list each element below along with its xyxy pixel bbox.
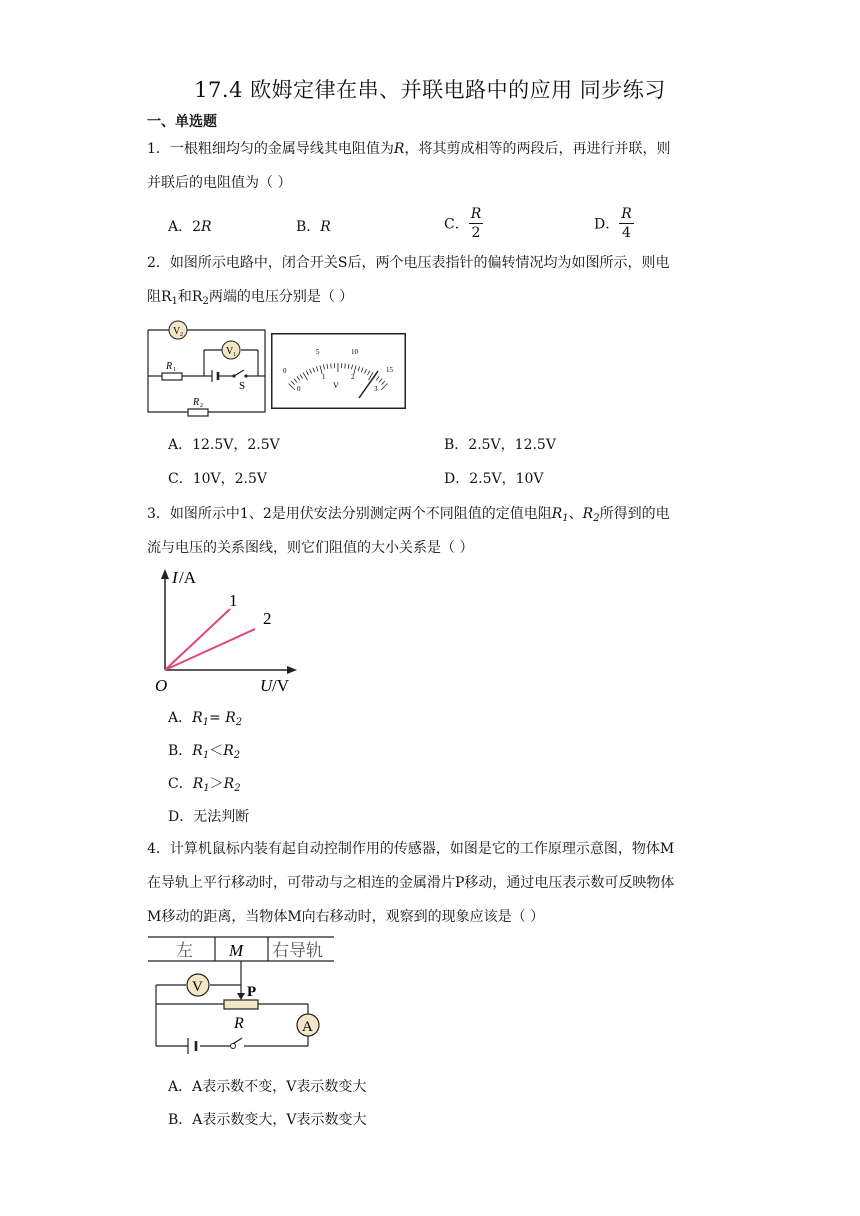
svg-text:0: 0 (297, 385, 301, 393)
dial-tick (331, 363, 332, 368)
question-3-text: 3．如图所示中1、2是用伏安法分别测定两个不同阻值的定值电阻$R_1$、$R_2$所得到的电 流与电压的关系图线，则它们阻值的大小关系是（ ） (147, 506, 670, 556)
dial-tick (345, 363, 346, 368)
svg-text:15: 15 (386, 366, 393, 374)
svg-text:U: U (260, 676, 273, 695)
circuit-diagram-q2 (140, 318, 270, 418)
q1-option-d[interactable]: D． $\frac{R}{4}$ (594, 206, 632, 241)
svg-text:P: P (247, 984, 257, 1000)
q2-option-a[interactable]: A．12.5V，2.5V (168, 437, 280, 453)
graph-line-1 (165, 609, 230, 670)
svg-text:2: 2 (200, 403, 203, 409)
svg-text:R: R (234, 1015, 244, 1032)
q2-option-b[interactable]: B．2.5V，12.5V (444, 437, 556, 453)
svg-text:1: 1 (229, 591, 238, 610)
svg-text:0: 0 (283, 367, 287, 375)
voltmeter-dial-q2 (271, 333, 406, 409)
q1-option-c[interactable]: C． $\frac{R}{2}$ (444, 206, 482, 241)
svg-text:2: 2 (351, 373, 355, 381)
page-title: 17.4 欧姆定律在串、并联电路中的应用 同步练习 (194, 78, 666, 102)
svg-text:2: 2 (180, 332, 183, 338)
q4-option-a[interactable]: A．A表示数不变，V表示数变大 (168, 1079, 367, 1095)
section-heading: 一、单选题 (147, 114, 217, 130)
svg-text:10: 10 (351, 348, 358, 356)
svg-text:V: V (226, 346, 234, 357)
svg-text:/V: /V (272, 676, 289, 695)
svg-text:R: R (193, 397, 200, 408)
svg-text:5: 5 (316, 348, 320, 356)
svg-text:M: M (229, 941, 244, 960)
q3-option-a[interactable]: A．$R_1= R_2$ (168, 710, 243, 728)
svg-text:2: 2 (263, 609, 272, 628)
svg-text:/A: /A (179, 568, 196, 587)
question-1-text: 1．一根粗细均匀的金属导线其电阻值为R，将其剪成相等的两段后，再进行并联，则 并联后的电阻值为（ ） (147, 141, 671, 191)
svg-text:I: I (172, 568, 178, 587)
svg-text:V: V (173, 326, 181, 337)
q3-option-b[interactable]: B．$R_1<R_2$ (168, 743, 241, 761)
svg-text:A: A (302, 1019, 313, 1035)
svg-text:V: V (192, 979, 203, 995)
svg-text:O: O (155, 676, 168, 695)
svg-text:V: V (333, 381, 339, 390)
fraction-r-over-4: $\frac{R}{4}$ (621, 206, 632, 241)
svg-text:R: R (166, 361, 173, 372)
question-4-text: 4．计算机鼠标内装有起自动控制作用的传感器，如图是它的工作原理示意图，物体M 在导轨上平行移动时，可带动与之相连的金属滑片P移动，通过电压表示数可反映物体 M移动的距离，当物体M向右移动时，观察到的现象应该是（ ） (147, 841, 675, 925)
graph-line-2 (165, 629, 255, 670)
svg-text:右导轨: 右导轨 (272, 941, 323, 960)
svg-text:S: S (239, 380, 246, 392)
svg-text:1: 1 (322, 373, 326, 381)
q1-option-a[interactable]: A．2R (168, 219, 212, 235)
q2-option-d[interactable]: D．2.5V，10V (444, 471, 544, 487)
question-2-text: 2．如图所示电路中，闭合开关S后，两个电压表指针的偏转情况均为如图所示，则电 阻$R_1$和$R_2$两端的电压分别是（ ） (147, 255, 670, 307)
mouse-sensor-diagram-q4 (148, 934, 338, 1064)
fraction-r-over-2: $\frac{R}{2}$ (470, 206, 482, 241)
iu-graph-q3 (150, 565, 310, 695)
svg-text:3: 3 (374, 385, 378, 393)
q3-option-c[interactable]: C．$R_1>R_2$ (168, 776, 241, 794)
q4-option-b[interactable]: B．A表示数变大，V表示数变大 (168, 1112, 367, 1128)
q2-option-c[interactable]: C．10V，2.5V (168, 471, 268, 487)
svg-text:1: 1 (233, 352, 236, 358)
svg-text:1: 1 (173, 367, 176, 373)
q1-option-b[interactable]: B．R (296, 219, 331, 235)
svg-text:左: 左 (176, 941, 193, 960)
q3-option-d[interactable]: D．无法判断 (168, 809, 250, 825)
